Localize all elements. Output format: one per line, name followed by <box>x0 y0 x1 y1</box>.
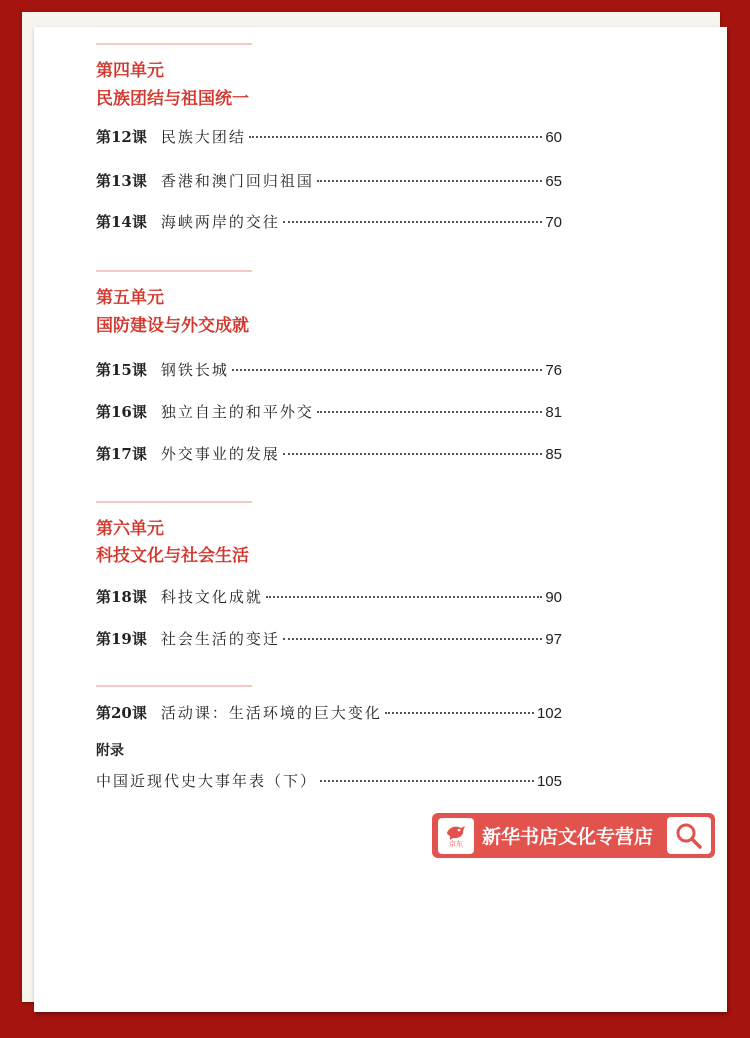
unit-number: 第四单元 <box>96 61 164 81</box>
page-number: 97 <box>545 631 562 648</box>
unit-number: 第六单元 <box>96 519 164 539</box>
lesson-number: 第17课 <box>96 445 147 463</box>
store-name: 新华书店文化专营店 <box>482 826 654 848</box>
appendix-label: 附录 <box>96 743 124 759</box>
toc-entry[interactable] <box>96 702 562 724</box>
toc-entry[interactable] <box>96 170 562 192</box>
toc-entry[interactable] <box>96 126 562 148</box>
table-of-contents-page <box>34 27 727 1012</box>
unit-title: 科技文化与社会生活 <box>96 546 249 566</box>
lesson-title: 独立自主的和平外交 <box>160 403 314 421</box>
unit-number: 第五单元 <box>96 288 164 308</box>
lesson-title: 科技文化成就 <box>160 588 263 606</box>
toc-entry[interactable] <box>96 211 562 233</box>
search-button[interactable] <box>667 817 711 854</box>
unit-divider <box>96 270 252 272</box>
lesson-number: 第18课 <box>96 588 147 606</box>
logo-text: 京东 <box>449 840 463 848</box>
leader-dots <box>320 780 534 782</box>
lesson-number: 第19课 <box>96 630 147 648</box>
page-number: 85 <box>545 446 562 463</box>
leader-dots <box>317 180 542 182</box>
toc-entry[interactable] <box>96 359 562 381</box>
page-number: 65 <box>545 173 562 190</box>
jd-logo-icon <box>438 818 474 854</box>
search-icon <box>675 822 703 850</box>
page-number: 60 <box>545 129 562 146</box>
leader-dots <box>249 136 542 138</box>
page-number: 102 <box>536 705 562 722</box>
unit-title: 民族团结与祖国统一 <box>96 89 249 109</box>
lesson-title: 社会生活的变迁 <box>160 630 280 648</box>
page-number: 90 <box>545 589 562 606</box>
lesson-number: 第16课 <box>96 403 147 421</box>
lesson-title: 民族大团结 <box>160 128 246 146</box>
lesson-number: 第13课 <box>96 172 147 190</box>
lesson-title: 外交事业的发展 <box>160 445 280 463</box>
page-number: 76 <box>545 362 562 379</box>
lesson-number: 第20课 <box>96 704 147 722</box>
page-number: 70 <box>545 214 562 231</box>
leader-dots <box>283 221 542 223</box>
lesson-title: 活动课：生活环境的巨大变化 <box>160 704 382 722</box>
lesson-number: 第15课 <box>96 361 147 379</box>
toc-entry[interactable] <box>96 586 562 608</box>
lesson-title: 海峡两岸的交往 <box>160 213 280 231</box>
page-number: 105 <box>536 773 562 790</box>
lesson-title: 香港和澳门回归祖国 <box>160 172 314 190</box>
toc-entry[interactable] <box>96 628 562 650</box>
leader-dots <box>385 712 534 714</box>
toc-entry[interactable] <box>96 401 562 423</box>
toc-entry-appendix[interactable] <box>96 770 562 792</box>
leader-dots <box>266 596 542 598</box>
store-badge[interactable] <box>432 813 715 858</box>
toc-entry[interactable] <box>96 443 562 465</box>
lesson-number: 第14课 <box>96 213 147 231</box>
leader-dots <box>283 453 542 455</box>
unit-divider <box>96 501 252 503</box>
section-divider <box>96 685 252 687</box>
unit-title: 国防建设与外交成就 <box>96 316 249 336</box>
appendix-title: 中国近现代史大事年表（下） <box>96 772 318 790</box>
leader-dots <box>232 369 542 371</box>
page-number: 81 <box>545 404 562 421</box>
lesson-title: 钢铁长城 <box>160 361 229 379</box>
unit-divider <box>96 43 252 45</box>
leader-dots <box>317 411 542 413</box>
lesson-number: 第12课 <box>96 128 147 146</box>
leader-dots <box>283 638 542 640</box>
